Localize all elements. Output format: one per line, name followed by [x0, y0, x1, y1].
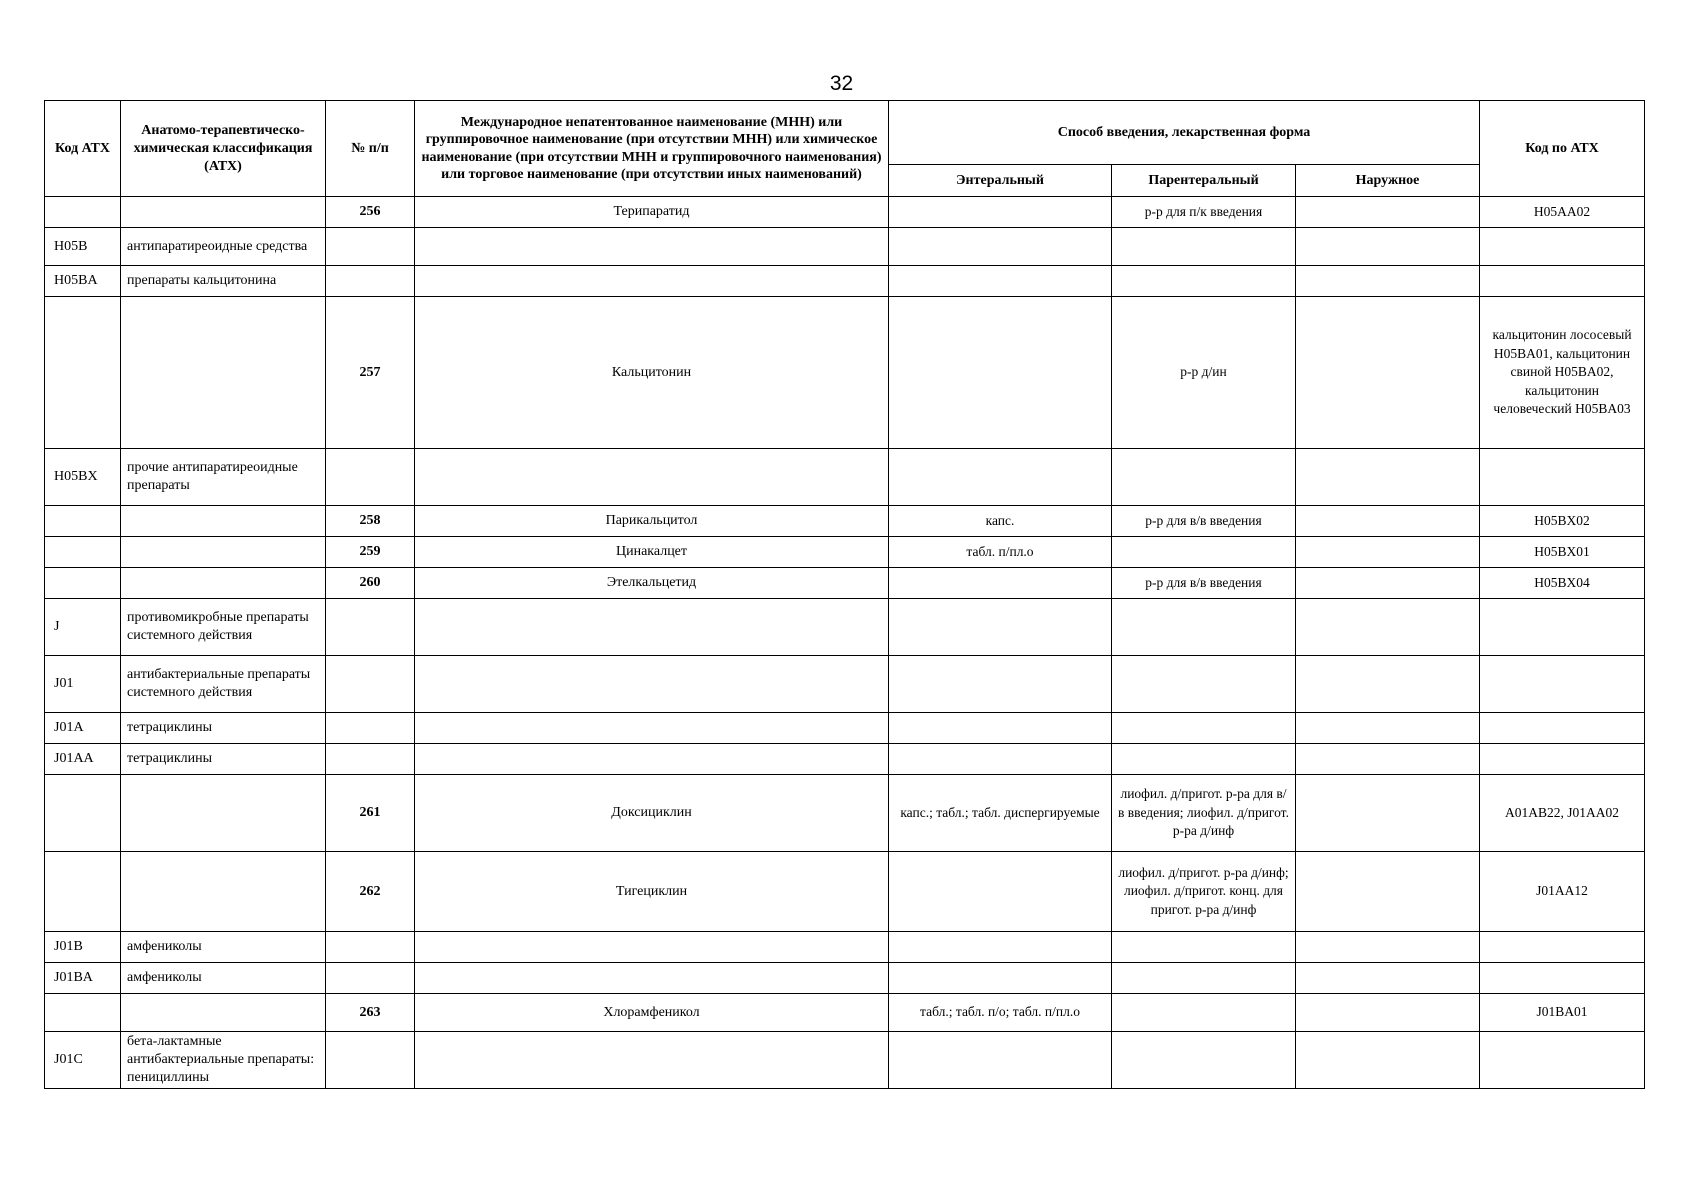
external-cell [1296, 599, 1480, 656]
table-row [45, 537, 1645, 568]
table-body [45, 197, 1645, 1089]
classification-cell: антибактериальные препараты системного действия [121, 656, 326, 713]
enteral-cell [889, 266, 1112, 297]
drug-name-cell [415, 656, 889, 713]
atc-code-cell: H05BX [45, 449, 121, 506]
atc-code-cell [45, 775, 121, 852]
external-cell [1296, 775, 1480, 852]
drug-name-cell: Парикальцитол [415, 506, 889, 537]
table-row [45, 1032, 1645, 1089]
enteral-cell [889, 963, 1112, 994]
number-cell: 258 [326, 506, 415, 537]
enteral-cell: капс. [889, 506, 1112, 537]
external-cell [1296, 1032, 1480, 1089]
number-cell: 259 [326, 537, 415, 568]
atc-ref-cell [1480, 599, 1645, 656]
drug-name-cell: Тигециклин [415, 852, 889, 932]
parenteral-cell [1112, 449, 1296, 506]
atc-ref-cell: J01BA01 [1480, 994, 1645, 1032]
table-row [45, 297, 1645, 449]
atc-ref-cell: H05BX01 [1480, 537, 1645, 568]
enteral-cell [889, 1032, 1112, 1089]
enteral-cell: капс.; табл.; табл. диспергируемые [889, 775, 1112, 852]
parenteral-cell [1112, 599, 1296, 656]
external-cell [1296, 197, 1480, 228]
classification-cell: амфениколы [121, 932, 326, 963]
number-cell [326, 656, 415, 713]
external-cell [1296, 568, 1480, 599]
table-row [45, 568, 1645, 599]
enteral-cell [889, 568, 1112, 599]
parenteral-cell [1112, 932, 1296, 963]
atc-ref-cell [1480, 228, 1645, 266]
enteral-cell [889, 744, 1112, 775]
classification-cell [121, 197, 326, 228]
external-cell [1296, 297, 1480, 449]
number-cell [326, 932, 415, 963]
classification-cell [121, 775, 326, 852]
drug-name-cell [415, 266, 889, 297]
classification-cell [121, 537, 326, 568]
number-cell [326, 1032, 415, 1089]
number-cell: 257 [326, 297, 415, 449]
atc-ref-cell [1480, 656, 1645, 713]
atc-ref-cell [1480, 744, 1645, 775]
atc-ref-cell [1480, 1032, 1645, 1089]
atc-ref-cell [1480, 266, 1645, 297]
number-cell [326, 744, 415, 775]
atc-code-cell: J01A [45, 713, 121, 744]
number-cell [326, 228, 415, 266]
drug-name-cell [415, 744, 889, 775]
parenteral-cell: р-р для в/в введения [1112, 568, 1296, 599]
drug-name-cell: Хлорамфеникол [415, 994, 889, 1032]
classification-cell [121, 297, 326, 449]
table-row [45, 994, 1645, 1032]
enteral-cell [889, 713, 1112, 744]
classification-cell [121, 994, 326, 1032]
atc-code-cell: J01 [45, 656, 121, 713]
parenteral-cell [1112, 994, 1296, 1032]
header-enteral: Энтеральный [889, 165, 1112, 197]
table-row [45, 599, 1645, 656]
atc-code-cell: H05B [45, 228, 121, 266]
parenteral-cell: лиофил. д/пригот. р-ра д/инф; лиофил. д/пригот. конц. для пригот. р-ра д/инф [1112, 852, 1296, 932]
drug-name-cell: Цинакалцет [415, 537, 889, 568]
number-cell: 261 [326, 775, 415, 852]
enteral-cell [889, 599, 1112, 656]
atc-code-cell [45, 197, 121, 228]
table-row [45, 932, 1645, 963]
atc-code-cell [45, 852, 121, 932]
external-cell [1296, 852, 1480, 932]
classification-cell: прочие антипаратиреоидные препараты [121, 449, 326, 506]
classification-cell: препараты кальцитонина [121, 266, 326, 297]
atc-code-cell: J [45, 599, 121, 656]
external-cell [1296, 656, 1480, 713]
atc-ref-cell [1480, 963, 1645, 994]
atc-ref-cell: H05AA02 [1480, 197, 1645, 228]
enteral-cell [889, 656, 1112, 713]
header-atc-code: Код АТХ [45, 101, 121, 197]
atc-code-cell [45, 506, 121, 537]
parenteral-cell [1112, 537, 1296, 568]
atc-ref-cell [1480, 932, 1645, 963]
parenteral-cell: лиофил. д/пригот. р-ра для в/в введения; лиофил. д/пригот. р-ра д/инф [1112, 775, 1296, 852]
table-row [45, 713, 1645, 744]
table-row [45, 449, 1645, 506]
table-row [45, 852, 1645, 932]
atc-ref-cell: кальцитонин лососевый H05BA01, кальцитонин свиной H05BA02, кальцитонин человеческий H05BA03 [1480, 297, 1645, 449]
table-row [45, 775, 1645, 852]
enteral-cell: табл.; табл. п/о; табл. п/пл.о [889, 994, 1112, 1032]
enteral-cell [889, 297, 1112, 449]
enteral-cell: табл. п/пл.о [889, 537, 1112, 568]
external-cell [1296, 228, 1480, 266]
header-num: № п/п [326, 101, 415, 197]
drug-name-cell [415, 599, 889, 656]
table-row [45, 266, 1645, 297]
atc-code-cell [45, 994, 121, 1032]
drug-name-cell [415, 449, 889, 506]
header-name: Международное непатентованное наименование (МНН) или группировочное наименование (при отсутствии МНН) или химическое наименование (при отсутствии МНН и группировочного наименования) или торговое наименование (при отсутствии иных наименований) [415, 101, 889, 197]
header-atc-ref: Код по АТХ [1480, 101, 1645, 197]
drug-name-cell [415, 963, 889, 994]
number-cell: 256 [326, 197, 415, 228]
table-row [45, 656, 1645, 713]
atc-ref-cell [1480, 713, 1645, 744]
number-cell: 263 [326, 994, 415, 1032]
classification-cell: тетрациклины [121, 744, 326, 775]
atc-code-cell: H05BA [45, 266, 121, 297]
external-cell [1296, 994, 1480, 1032]
drug-name-cell: Кальцитонин [415, 297, 889, 449]
parenteral-cell [1112, 963, 1296, 994]
classification-cell [121, 506, 326, 537]
classification-cell: тетрациклины [121, 713, 326, 744]
drug-name-cell: Терипаратид [415, 197, 889, 228]
drug-name-cell [415, 228, 889, 266]
atc-code-cell: J01C [45, 1032, 121, 1089]
header-classification: Анатомо-терапевтическо-химическая классификация (АТХ) [121, 101, 326, 197]
table-row [45, 197, 1645, 228]
parenteral-cell: р-р д/ин [1112, 297, 1296, 449]
classification-cell: бета-лактамные антибактериальные препараты: пенициллины [121, 1032, 326, 1089]
external-cell [1296, 932, 1480, 963]
classification-cell: амфениколы [121, 963, 326, 994]
parenteral-cell: р-р для в/в введения [1112, 506, 1296, 537]
number-cell [326, 599, 415, 656]
header-external: Наружное [1296, 165, 1480, 197]
parenteral-cell [1112, 266, 1296, 297]
enteral-cell [889, 852, 1112, 932]
table-row [45, 963, 1645, 994]
parenteral-cell [1112, 713, 1296, 744]
external-cell [1296, 963, 1480, 994]
enteral-cell [889, 197, 1112, 228]
atc-ref-cell: A01AB22, J01AA02 [1480, 775, 1645, 852]
enteral-cell [889, 449, 1112, 506]
header-route: Способ введения, лекарственная форма [889, 101, 1480, 165]
atc-ref-cell: H05BX04 [1480, 568, 1645, 599]
number-cell [326, 963, 415, 994]
drug-name-cell [415, 713, 889, 744]
atc-code-cell: J01BA [45, 963, 121, 994]
atc-code-cell: J01B [45, 932, 121, 963]
number-cell [326, 266, 415, 297]
external-cell [1296, 713, 1480, 744]
header-parenteral: Парентеральный [1112, 165, 1296, 197]
table-row [45, 228, 1645, 266]
classification-cell: противомикробные препараты системного действия [121, 599, 326, 656]
atc-code-cell: J01AA [45, 744, 121, 775]
number-cell: 262 [326, 852, 415, 932]
table-row [45, 744, 1645, 775]
atc-ref-cell [1480, 449, 1645, 506]
number-cell: 260 [326, 568, 415, 599]
atc-code-cell [45, 297, 121, 449]
parenteral-cell [1112, 1032, 1296, 1089]
external-cell [1296, 537, 1480, 568]
external-cell [1296, 266, 1480, 297]
enteral-cell [889, 228, 1112, 266]
external-cell [1296, 744, 1480, 775]
atc-code-cell [45, 537, 121, 568]
parenteral-cell [1112, 744, 1296, 775]
classification-cell [121, 852, 326, 932]
drug-table [44, 100, 1645, 1089]
page-number: 32 [829, 72, 854, 95]
drug-name-cell: Этелкальцетид [415, 568, 889, 599]
atc-ref-cell: H05BX02 [1480, 506, 1645, 537]
drug-name-cell [415, 1032, 889, 1089]
classification-cell [121, 568, 326, 599]
external-cell [1296, 449, 1480, 506]
atc-ref-cell: J01AA12 [1480, 852, 1645, 932]
drug-name-cell: Доксициклин [415, 775, 889, 852]
table-row [45, 506, 1645, 537]
enteral-cell [889, 932, 1112, 963]
number-cell [326, 449, 415, 506]
atc-code-cell [45, 568, 121, 599]
classification-cell: антипаратиреоидные средства [121, 228, 326, 266]
parenteral-cell [1112, 228, 1296, 266]
number-cell [326, 713, 415, 744]
parenteral-cell: р-р для п/к введения [1112, 197, 1296, 228]
drug-name-cell [415, 932, 889, 963]
external-cell [1296, 506, 1480, 537]
parenteral-cell [1112, 656, 1296, 713]
